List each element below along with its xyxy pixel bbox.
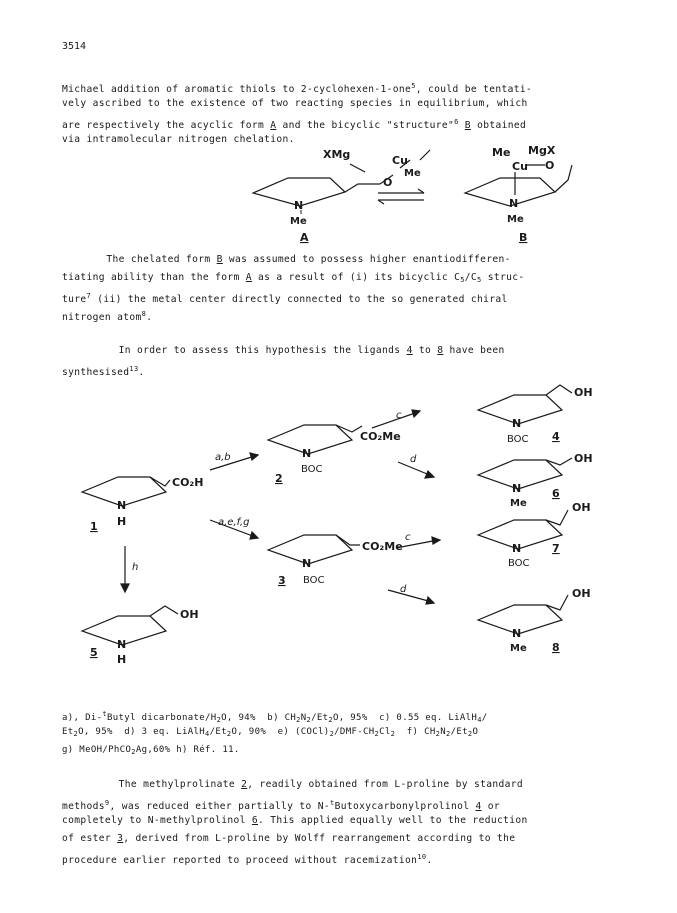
A-label: A [300,231,309,244]
footnote-line2: $Et_2O$, 95% d) 3 eq. $LiAlH_4/Et_2O$, 90% e) $(COCl)_2/DMF-CH_2Cl_2$ f) $CH_2N_2/Et_2O$ [62,727,479,738]
c2-co2me: CO₂Me [360,430,401,443]
A-o: O [383,176,393,189]
c1-n: N [117,499,127,512]
para1-line2: vely ascribed to the existence of two reacting species in equilibrium, which [62,98,528,109]
c5-number: 5 [90,646,98,659]
A-me: Me [404,168,421,179]
c7-oh: OH [572,501,591,514]
c1-number: 1 [90,520,98,533]
B-label: B [519,231,528,244]
c1-h: H [117,515,127,528]
para1-line3: are respectively the acyclic form A and the bicyclic "structure"$^6$ B obtained [62,118,527,131]
A-cu: Cu [392,154,408,167]
para2-line3: ture$^7$ (ii) the metal center directly connected to the so generated chiral [62,292,508,305]
B-o: O [545,159,555,172]
para1-line4: via intramolecular nitrogen chelation. [62,134,295,145]
c8-number: 8 [552,641,560,654]
c4-boc: BOC [507,434,529,445]
para4-line1: The methylprolinate 2, readily obtained from L-proline by standard [88,779,523,790]
c3-boc: BOC [303,575,325,586]
para4-line5: procedure earlier reported to proceed without racemization$^{10}$. [62,853,433,866]
footnote-line1: a), Di-$^t$Butyl dicarbonate/$H_2O$, 94% b) $CH_2N_2/Et_2O$, 95% c) 0.55 eq. LiAlH$_4$/ [62,710,488,724]
arrow-label-c1: c [396,410,402,421]
c8-me: Me [510,643,527,654]
para4-line2: methods$^9$, was reduced either partially to N-$^t$Butoxycarbonylprolinol 4 or [62,799,501,812]
B-cu: Cu [512,160,528,173]
arrow-label-h: h [132,562,139,573]
page-number: 3514 [62,41,87,52]
arrow-label-aefg: a,e,f,g [218,517,250,528]
para2-line2: tiating ability than the form A as a result of (i) its bicyclic $C_5/C_5$ struc- [62,272,525,284]
B-me: Me [492,146,511,159]
c3-number: 3 [278,574,286,587]
A-xmg: XMg [323,148,351,161]
c5-n: N [117,638,127,651]
c4-oh: OH [574,386,593,399]
para2-line4: nitrogen atom$^8$. [62,310,153,323]
para4-line3: completely to N-methylprolinol 6. This applied equally well to the reduction [62,815,528,826]
arrow-label-ab: a,b [215,452,231,463]
arrow-label-d2: d [400,584,407,595]
para3-line2: synthesised$^{13}$. [62,365,145,378]
c8-n: N [512,627,522,640]
footnote-line3: g) MeOH/PhCO$_2$Ag,60% h) Réf. 11. [62,745,240,756]
c5-h: H [117,653,127,666]
c6-n: N [512,482,522,495]
c1-co2h: CO₂H [172,476,204,489]
c3-co2me: CO₂Me [362,540,403,553]
A-n: N [294,199,304,212]
c7-n: N [512,542,522,555]
c7-number: 7 [552,542,560,555]
c4-n: N [512,417,522,430]
para1-line1: Michael addition of aromatic thiols to 2-cyclohexen-1-one$^5$, could be tentati- [62,82,533,95]
arrow-label-c2: c [405,532,411,543]
para2-line1: The chelated form B was assumed to possess higher enantiodifferen- [88,254,511,265]
A-nme: Me [290,216,307,227]
c5-oh: OH [180,608,199,621]
c2-boc: BOC [301,464,323,475]
B-nme: Me [507,214,524,225]
arrow-label-d1: d [410,454,417,465]
B-mgx: MgX [528,144,556,157]
c3-n: N [302,557,312,570]
c2-n: N [302,447,312,460]
c6-me: Me [510,498,527,509]
c4-number: 4 [552,430,560,443]
c8-oh: OH [572,587,591,600]
para3-line1: In order to assess this hypothesis the ligands 4 to 8 have been [88,345,505,356]
para4-line4: of ester 3, derived from L-proline by Wolff rearrangement according to the [62,833,516,844]
c6-number: 6 [552,487,560,500]
c6-oh: OH [574,452,593,465]
c7-boc: BOC [508,558,530,569]
c2-number: 2 [275,472,283,485]
B-n: N [509,197,519,210]
